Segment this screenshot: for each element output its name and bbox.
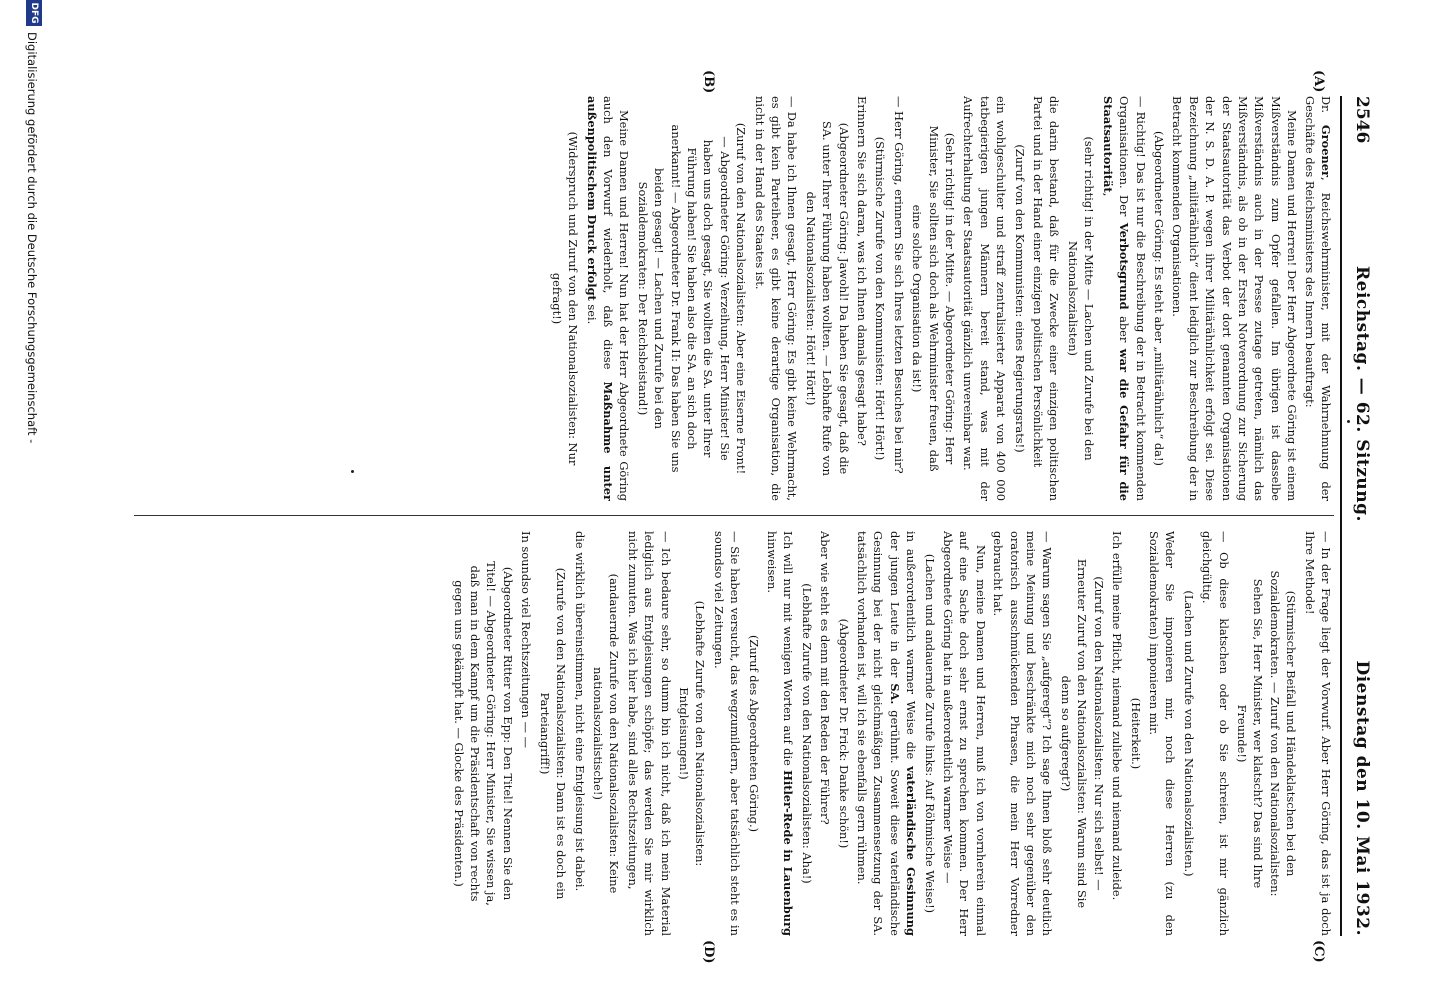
- interjection-note: (Zuruf von den Kommunisten: eines Regierungsrats!): [1012, 144, 1027, 453]
- digitization-credit: [18, 0, 42, 1000]
- speech-paragraph: in außerordentlich warmer Weise die vaterländische Gesinnung der jungen Leute in der SA. gerühmt. Soweit diese vaterländische Gesinnung bei der nicht gleichmäßigen Zusammensetzung der SA. tatsächlich vorhanden ist, will ich sie ebenfalls gern rühmen.: [855, 531, 919, 936]
- speech-paragraph: In soundso viel Rechtszeitungen — —: [519, 531, 534, 749]
- interjection-note: (Zuruf des Abgeordneten Göring.): [746, 634, 761, 833]
- speech-paragraph: — In der Frage liegt der Vorwurf. Aber Herr Göring, das ist ja doch Ihre Methode!: [1302, 531, 1333, 936]
- speech-paragraph: Aber wie steht es denn mit den Reden der Führer?: [818, 531, 833, 825]
- interjection-note: (Abgeordneter Göring: Es steht aber „militärähnlich“ da!): [1151, 130, 1166, 466]
- interjection-note: (Lachen und Zurufe von den Nationalsozialisten.): [1181, 590, 1196, 877]
- speech-paragraph: Ich erfülle meine Pflicht, niemand zuliebe und niemand zuleide.: [1110, 531, 1125, 901]
- interjection-note: (Zurufe von den Nationalsozialisten: Dann ist es doch ein Parteiangriff!): [537, 567, 569, 900]
- speech-paragraph: — Herr Göring, erinnern Sie sich Ihres letzten Besuches bei mir?: [891, 96, 906, 474]
- interjection-note: (Heiterkeit.): [1128, 697, 1143, 770]
- print-speck: [351, 470, 354, 473]
- interjection-note: (Zuruf von den Nationalsozialisten: Aber eine Eiserne Front! — Abgeordneter Göring: Verzeihung, Herr Minister! Sie haben uns doch gesagt, Sie wollten die SA. unter Ihrer Führung haben! Sie haben also die SA. an sich doch anerkannt! — Abgeordneter Dr. Frank II: Das haben Sie uns beiden gesagt! — Lachen und Zurufe bei den Sozialdemokraten: Der Reichsbeistand!): [635, 122, 749, 475]
- speech-paragraph: — Da habe ich Ihnen gesagt, Herr Göring: Es gibt keine Wehrmacht, es gibt kein Parteiheer, es gibt keine derartige Organisation, die nicht in der Hand des Staates ist.: [752, 96, 800, 501]
- interjection-note: (Sehr richtig! in der Mitte. — Abgeordneter Göring: Herr Minister, Sie sollten sich doch als Wehrminister freuen, daß eine solche Organisation da ist!): [910, 125, 958, 472]
- speech-paragraph: — Ich bedaure sehr, so dumm bin ich nicht, daß ich mein Material lediglich aus Entgleisungen schöpfe; das werden Sie mir wirklich nicht zumuten. Was ich hier habe, sind alles Rechtszeitungen,: [625, 531, 673, 936]
- speech-paragraph: die darin bestand, daß für die Zwecke einer einzigen politischen Partei und in der Hand einer einzigen politischen Persönlichkeit: [1031, 96, 1062, 501]
- margin-marker-d: (D): [701, 940, 716, 964]
- interjection-note: (Abgeordneter Göring: Jawohl! Da haben Sie gesagt, daß die SA. unter Ihrer Führung haben wollten. — Lebhafte Rufe von den Nationalsozialisten: Hört! Hört!): [803, 121, 851, 476]
- column-divider: [134, 515, 1334, 516]
- speech-paragraph: — Sie haben versucht, das wegzumildern, aber tatsächlich steht es in soundso viel Zeitungen.: [711, 531, 743, 936]
- margin-marker-b: (B): [701, 70, 716, 94]
- interjection-note: (Abgeordneter Ritter von Epp: Den Titel! Nennen Sie den Titel! — Abgeordneter Göring: Herr Minister, Sie wissen ja, daß man in dem Kampf um die Präsidentschaft von rechts gegen uns gekämpft hat. — Glocke des Präsidenten.): [451, 561, 515, 906]
- print-speck: [1347, 420, 1350, 423]
- interjection-note: (Zuruf von den Nationalsozialisten: Nur sich selbst! — Erneuter Zuruf von den Nationalsozialisten: Warum sind Sie denn so aufgeregt?): [1058, 558, 1106, 909]
- right-text-column: [94, 531, 1334, 936]
- margin-marker-a: (A): [1311, 70, 1326, 93]
- speech-paragraph: Ich will nur mit wenigen Worten auf die Hitler-Rede in Lauenburg hinweisen.: [765, 531, 796, 936]
- interjection-note: (Lebhafte Zurufe von den Nationalsozialisten: Entgleisungen!): [676, 600, 708, 867]
- interjection-note: (sehr richtig! in der Mitte — Lachen und Zurufe bei den Nationalsozialisten): [1065, 136, 1097, 461]
- session-title: Reichstag. — 62. Sitzung.: [1352, 266, 1372, 522]
- speech-paragraph: die wirklich übereinstimmen, nicht eine Entgleisung ist dabei.: [572, 531, 587, 892]
- speech-paragraph: Meine Damen und Herren! Der Herr Abgeordnete Göring ist einem Mißverständnis zum Opfer gefallen. Im übrigen ist dasselbe Mißverständnis auch in der Presse zutage getreten, nämlich das Mißverständnis, als ob in der Ersten Notverordnung zur Sicherung der Staatsautorität das Verbot der dort genannten Organisationen der N. S. D. A. P. wegen ihrer Militärähnlichkeit erfolgt sei. Diese Bezeichnung „militärähnlich“ dient lediglich zur Beschreibung der in Betracht kommenden Organisationen.: [1170, 96, 1300, 501]
- interjection-note: (Abgeordneter Dr. Frick: Danke schön!): [836, 618, 851, 849]
- interjection-note: (Widerspruch und Zuruf von den Nationalsozialisten: Nur gefragt!): [549, 131, 581, 466]
- speech-paragraph: — Ob diese klatschen oder ob Sie schreien, ist mir gänzlich gleichgültig.: [1200, 531, 1231, 936]
- credit-text: Digitalisierung gefördert durch die Deutsche Forschungsgemeinschaft -: [25, 32, 39, 444]
- session-date: Dienstag den 10. Mai 1932.: [1352, 660, 1372, 936]
- margin-marker-c: (C): [1311, 940, 1326, 963]
- speech-paragraph: Erinnern Sie sich daran, was ich Ihnen damals gesagt habe?: [855, 96, 870, 446]
- page-number: 2546: [1352, 96, 1372, 144]
- interjection-note: (Stürmische Zurufe von den Kommunisten: Hört! Hört!): [873, 136, 888, 461]
- speech-paragraph: — Richtig! Das ist nur die Beschreibung der in Betracht kommenden Organisationen. Der Verbotsgrund aber war die Gefahr für die Staatsautorität,: [1100, 96, 1148, 501]
- left-text-column: [94, 96, 1334, 501]
- speech-paragraph: Nun, meine Damen und Herren, muß ich von vornherein einmal auf eine Sache doch sehr ernst zu sprechen kommen. Der Herr Abgeordnete Göring hat in außerordentlich warmer Weise —: [941, 531, 988, 936]
- dfg-logo: DFG: [26, 0, 42, 26]
- speech-paragraph: Meine Damen und Herren! Nun hat der Herr Abgeordnete Göring auch den Vorwurf wiederholt, daß diese Maßnahme unter außenpolitischem Druck erfolgt sei.: [584, 96, 632, 501]
- interjection-note: (Lachen und andauernde Zurufe links: Auf Röhmische Weise!): [922, 553, 937, 914]
- speech-paragraph: Dr. Groener, Reichswehrminister, mit der Wahrnehmung der Geschäfte des Reichsministers des Innern beauftragt:: [1302, 96, 1333, 501]
- interjection-note: (Lebhafte Zurufe von den Nationalsozialisten: Aha!): [799, 583, 814, 884]
- speech-paragraph: ein wohlgeschulter und straff zentralisierter Apparat von 400 000 tatbegierigen jungen Männern bereit stand, was mit der Aufrechterhaltung der Staatsautorität gänzlich unvereinbar war.: [961, 96, 1009, 501]
- speech-paragraph: — Warum sagen Sie „aufgeregt“? Ich sage Ihnen bloß sehr deutlich meine Meinung und beschränkte mich noch sehr gegenüber den oratorisch ausschmückenden Phrasen, die mein Herr Vorredner gebraucht hat.: [991, 531, 1055, 936]
- header-rule: [1340, 96, 1342, 936]
- interjection-note: (andauernde Zurufe von den Nationalsozialisten: Keine nationalsozialistische!): [590, 573, 622, 894]
- interjection-note: (Stürmischer Beifall und Händeklatschen bei den Sozialdemokraten. — Zuruf von den Nationalsozialisten: Sehen Sie, Herr Minister, wer klatscht? Das sind Ihre Freunde!): [1234, 570, 1299, 897]
- page-header: [1344, 96, 1372, 936]
- speech-paragraph: Weder Sie imponieren mir, noch diese Herren (zu den Sozialdemokraten) imponieren mir.: [1146, 531, 1178, 936]
